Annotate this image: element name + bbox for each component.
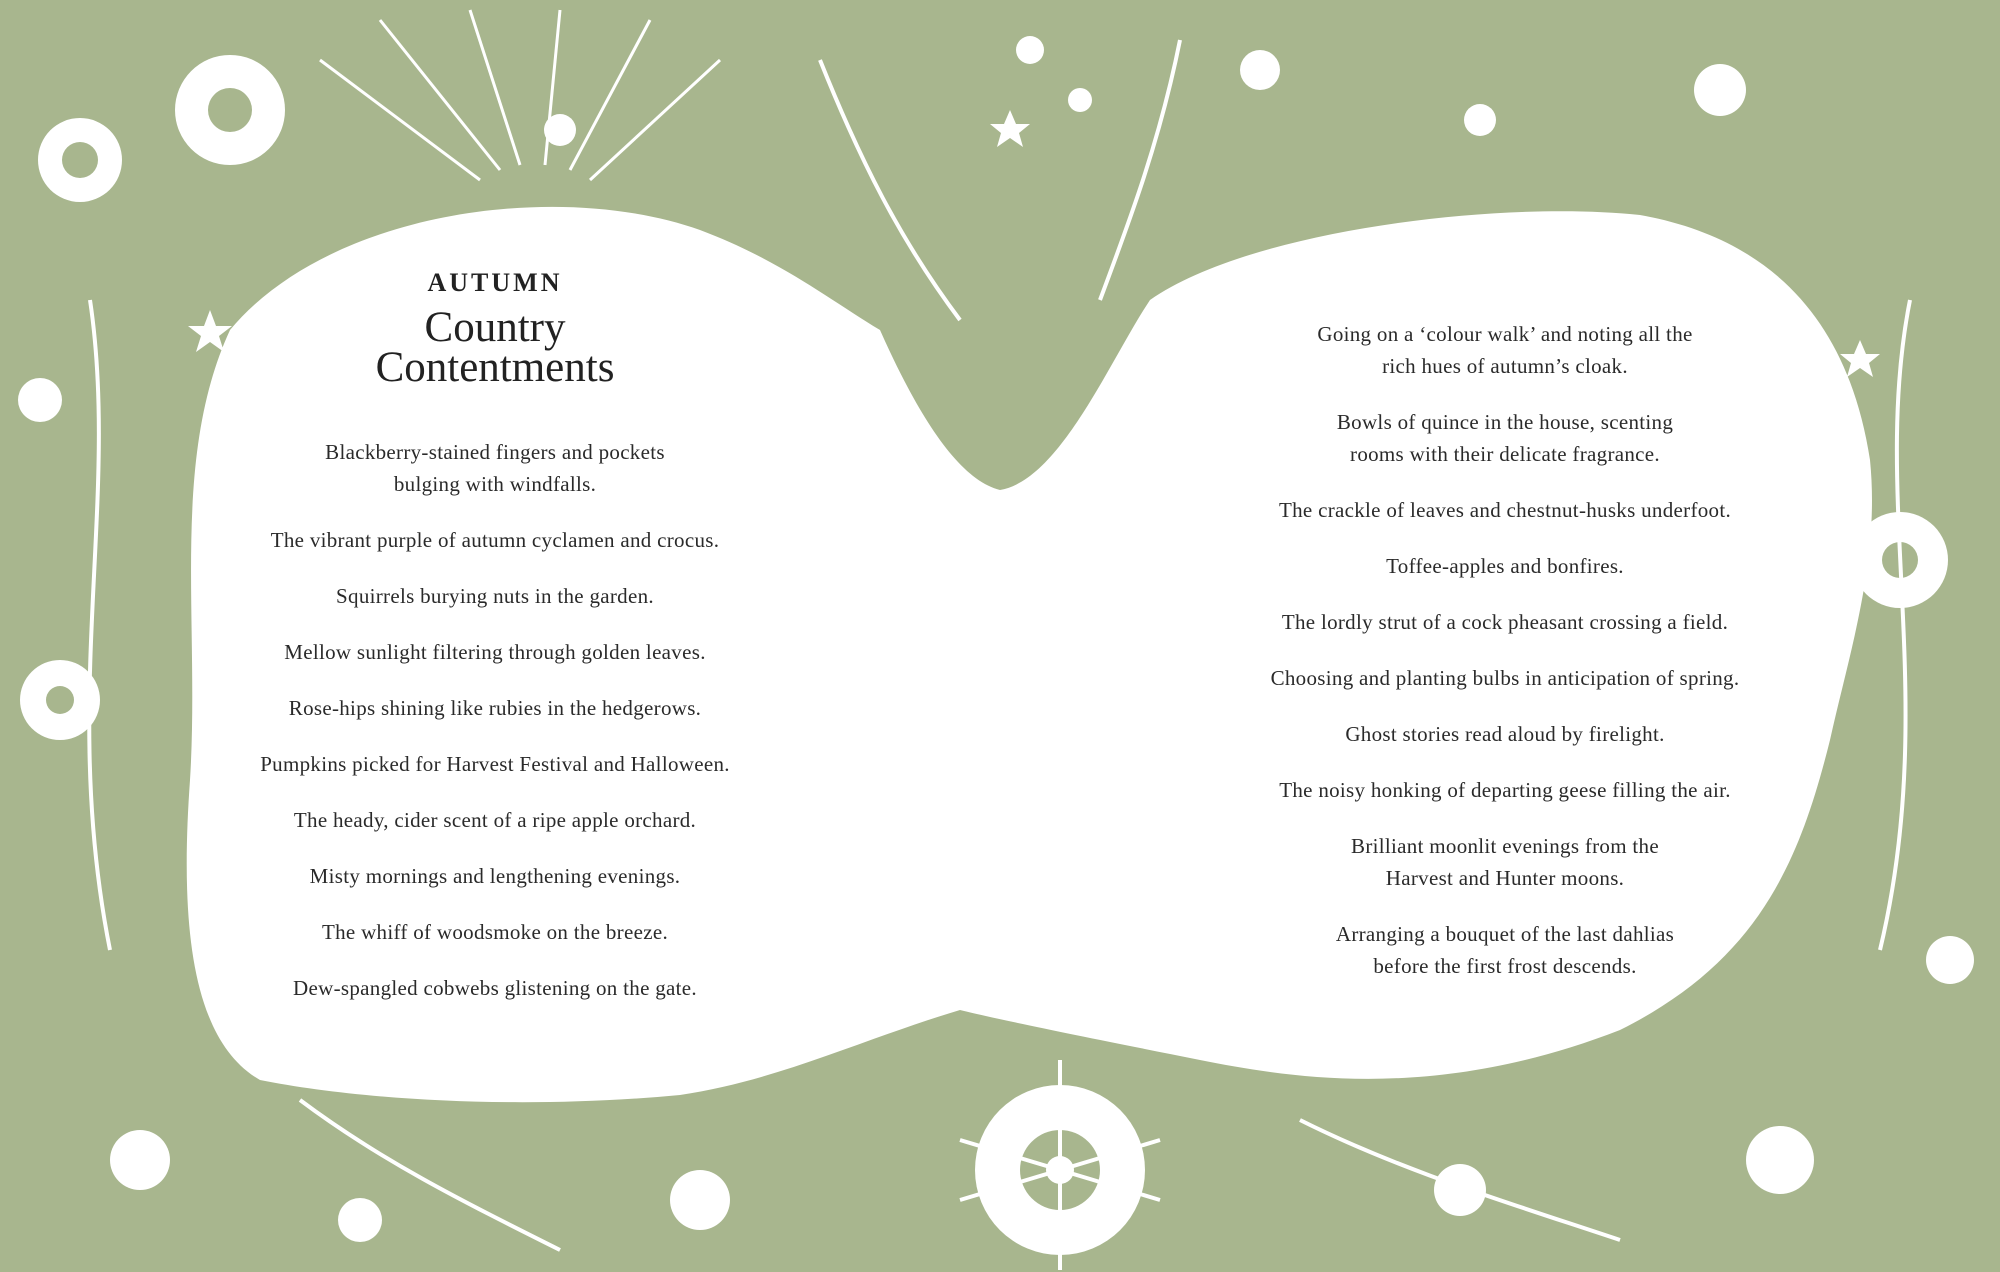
list-item: Squirrels burying nuts in the garden. [336,584,654,608]
section-label: AUTUMN [427,268,563,297]
title-line-2: Contentments [375,344,615,391]
right-page [1200,318,1810,1006]
list-item: The vibrant purple of autumn cyclamen and crocus. [270,528,720,552]
list-item: The noisy honking of departing geese filling the air. [1279,778,1731,802]
list-item: Arranging a bouquet of the last dahlias before the first frost descends. [1335,922,1675,978]
list-item: Blackberry-stained fingers and pockets bulging with windfalls. [325,440,665,496]
list-item: The lordly strut of a cock pheasant crossing a field. [1281,610,1729,634]
list-item: Choosing and planting bulbs in anticipation of spring. [1270,666,1740,690]
list-item: Mellow sunlight filtering through golden leaves. [284,640,706,664]
list-item: Rose-hips shining like rubies in the hedgerows. [288,696,702,720]
title-line-1: Country [424,304,566,351]
list-item: Dew-spangled cobwebs glistening on the gate. [293,976,697,1000]
list-item: The whiff of woodsmoke on the breeze. [321,920,669,944]
list-item: Ghost stories read aloud by firelight. [1345,722,1665,746]
list-item: Misty mornings and lengthening evenings. [309,864,681,888]
list-item: Bowls of quince in the house, scenting rooms with their delicate fragrance. [1336,410,1674,466]
list-item: Toffee-apples and bonfires. [1386,554,1624,578]
list-item: Brilliant moonlit evenings from the Harvest and Hunter moons. [1351,834,1659,890]
list-item: The crackle of leaves and chestnut-husks underfoot. [1278,498,1732,522]
list-item: The heady, cider scent of a ripe apple orchard. [293,808,697,832]
list-item: Going on a ‘colour walk’ and noting all the rich hues of autumn’s cloak. [1317,322,1693,378]
list-item: Pumpkins picked for Harvest Festival and Halloween. [260,752,730,776]
page-title [190,304,800,391]
left-page [190,268,800,1028]
